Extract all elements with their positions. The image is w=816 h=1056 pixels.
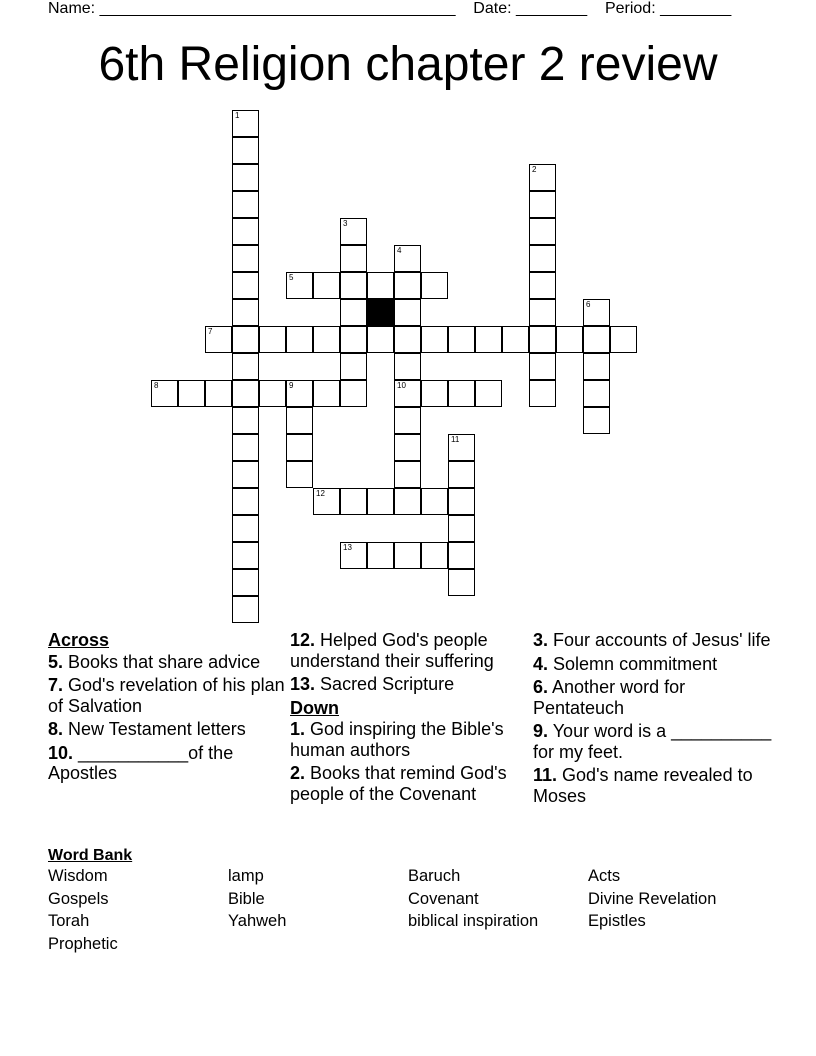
word-bank-list — [48, 867, 768, 954]
clue-number: 8 — [154, 381, 159, 390]
crossword-cell[interactable] — [421, 272, 448, 299]
crossword-cell[interactable] — [583, 407, 610, 434]
crossword-cell[interactable] — [421, 488, 448, 515]
crossword-cell[interactable] — [232, 569, 259, 596]
crossword-cell[interactable] — [448, 434, 475, 461]
crossword-cell[interactable] — [232, 515, 259, 542]
word-bank-word: Baruch — [408, 867, 461, 885]
clue-number: 5 — [289, 273, 294, 282]
word-bank — [48, 846, 768, 954]
crossword-cell[interactable] — [583, 380, 610, 407]
crossword-cell[interactable] — [394, 353, 421, 380]
clue-number: 2 — [532, 165, 537, 174]
clue-number: 7 — [208, 327, 213, 336]
period-field-label[interactable]: Period: ________ — [604, 0, 732, 17]
word-bank-word: Covenant — [408, 889, 479, 908]
crossword-cell[interactable] — [340, 218, 367, 245]
crossword-cell[interactable] — [340, 272, 367, 299]
clue-number: 10 — [397, 381, 406, 390]
crossword-cell[interactable] — [448, 515, 475, 542]
crossword-cell[interactable] — [529, 299, 556, 326]
word-bank-word: Divine Revelation — [588, 889, 717, 908]
down-clue-9: 9. Your word is a __________ for my feet. — [533, 721, 772, 762]
crossword-cell[interactable] — [394, 434, 421, 461]
crossword-cell[interactable] — [232, 326, 259, 353]
word-bank-word: Gospels — [48, 889, 109, 908]
crossword-cell[interactable] — [232, 245, 259, 272]
crossword-cell[interactable] — [232, 272, 259, 299]
crossword-cell[interactable] — [394, 299, 421, 326]
crossword-cell[interactable] — [421, 326, 448, 353]
crossword-cell[interactable] — [394, 488, 421, 515]
crossword-cell[interactable] — [259, 326, 286, 353]
crossword-cell[interactable] — [394, 245, 421, 272]
crossword-cell[interactable] — [583, 353, 610, 380]
crossword-cell[interactable] — [394, 272, 421, 299]
crossword-cell[interactable] — [529, 353, 556, 380]
crossword-cell[interactable] — [340, 542, 367, 569]
crossword-cell[interactable] — [475, 380, 502, 407]
clue-number: 6 — [586, 300, 591, 309]
across-clue-7: 7. God's revelation of his plan of Salvation — [48, 675, 285, 716]
crossword-cell[interactable] — [313, 380, 340, 407]
across-clue-8: 8. New Testament letters — [48, 719, 246, 739]
crossword-cell[interactable] — [232, 407, 259, 434]
crossword-cell[interactable] — [340, 353, 367, 380]
crossword-cell[interactable] — [340, 245, 367, 272]
crossword-cell[interactable] — [232, 299, 259, 326]
word-bank-word: Torah — [48, 912, 90, 930]
crossword-cell[interactable] — [448, 461, 475, 488]
crossword-cell[interactable] — [394, 407, 421, 434]
crossword-cell[interactable] — [340, 488, 367, 515]
crossword-cell[interactable] — [232, 353, 259, 380]
crossword-cell[interactable] — [232, 191, 259, 218]
clue-number: 4 — [397, 246, 402, 255]
crossword-cell[interactable] — [394, 326, 421, 353]
crossword-cell[interactable] — [286, 434, 313, 461]
crossword-cell[interactable] — [448, 488, 475, 515]
crossword-cell[interactable] — [313, 488, 340, 515]
crossword-cell[interactable] — [448, 326, 475, 353]
crossword-cell[interactable] — [340, 326, 367, 353]
crossword-cell[interactable] — [232, 137, 259, 164]
crossword-cell[interactable] — [313, 272, 340, 299]
worksheet-header — [48, 0, 731, 18]
crossword-cell[interactable] — [232, 488, 259, 515]
word-bank-word: Yahweh — [228, 912, 287, 930]
crossword-cell[interactable] — [610, 326, 637, 353]
down-clue-4: 4. Solemn commitment — [533, 653, 718, 674]
down-clue-6: 6. Another word for Pentateuch — [533, 677, 686, 718]
crossword-cell[interactable] — [529, 164, 556, 191]
crossword-cell[interactable] — [286, 461, 313, 488]
across-heading: Across — [48, 630, 110, 650]
crossword-cell[interactable] — [529, 191, 556, 218]
word-bank-word: lamp — [228, 867, 264, 885]
crossword-cell[interactable] — [313, 326, 340, 353]
word-bank-word: Prophetic — [48, 934, 118, 953]
clue-number: 12 — [316, 489, 325, 498]
clue-number: 11 — [451, 435, 460, 444]
crossword-cell[interactable] — [448, 542, 475, 569]
word-bank-word: biblical inspiration — [408, 912, 539, 930]
crossword-cell[interactable] — [394, 380, 421, 407]
clues-column-2 — [290, 630, 528, 807]
crossword-cell[interactable] — [394, 542, 421, 569]
word-bank-word: Acts — [588, 867, 621, 885]
crossword-cell[interactable] — [232, 380, 259, 407]
crossword-cell[interactable] — [394, 461, 421, 488]
crossword-cell[interactable] — [232, 596, 259, 623]
crossword-cell[interactable] — [367, 542, 394, 569]
across-clue-12: 12. Helped God's people understand their suffering — [290, 630, 494, 671]
clue-number: 1 — [235, 111, 240, 120]
crossword-cell[interactable] — [556, 326, 583, 353]
crossword-cell[interactable] — [367, 488, 394, 515]
crossword-cell[interactable] — [583, 299, 610, 326]
clues-column-1 — [48, 630, 286, 787]
crossword-cell[interactable] — [421, 542, 448, 569]
word-bank-title: Word Bank — [48, 847, 133, 864]
crossword-cell[interactable] — [367, 326, 394, 353]
crossword-cell[interactable] — [232, 110, 259, 137]
down-clue-3: 3. Four accounts of Jesus' life — [533, 630, 771, 650]
down-clue-1: 1. God inspiring the Bible's human authors — [290, 719, 504, 760]
across-clue-10: 10. ___________of the Apostles — [48, 742, 234, 783]
crossword-cell[interactable] — [529, 245, 556, 272]
down-heading: Down — [290, 697, 339, 718]
clues-column-3 — [533, 630, 773, 809]
crossword-cell[interactable] — [259, 380, 286, 407]
crossword-cell[interactable] — [205, 380, 232, 407]
page-title: 6th Religion chapter 2 review — [98, 38, 718, 91]
crossword-cell[interactable] — [475, 326, 502, 353]
across-clue-5: 5. Books that share advice — [48, 651, 261, 672]
down-clue-2: 2. Books that remind God's people of the Covenant — [290, 763, 507, 804]
crossword-black-cell — [367, 299, 394, 326]
crossword-cell[interactable] — [178, 380, 205, 407]
crossword-cell[interactable] — [286, 272, 313, 299]
word-bank-word: Bible — [228, 889, 265, 908]
crossword-cell[interactable] — [367, 272, 394, 299]
across-clue-13: 13. Sacred Scripture — [290, 674, 455, 694]
crossword-cell[interactable] — [286, 380, 313, 407]
crossword-cell[interactable] — [286, 326, 313, 353]
crossword-cell[interactable] — [583, 326, 610, 353]
crossword-cell[interactable] — [529, 218, 556, 245]
name-field-label[interactable]: Name: ________________________________________ — [48, 0, 456, 17]
clue-number: 3 — [343, 219, 348, 228]
crossword-cell[interactable] — [151, 380, 178, 407]
crossword-cell[interactable] — [232, 434, 259, 461]
crossword-cell[interactable] — [232, 164, 259, 191]
down-clue-11: 11. God's name revealed to Moses — [533, 765, 753, 806]
crossword-cell[interactable] — [421, 380, 448, 407]
crossword-cell[interactable] — [286, 407, 313, 434]
crossword-cell[interactable] — [529, 380, 556, 407]
crossword-cell[interactable] — [232, 542, 259, 569]
date-field-label[interactable]: Date: ________ — [473, 0, 588, 17]
word-bank-word: Epistles — [588, 912, 646, 930]
crossword-cell[interactable] — [340, 380, 367, 407]
crossword-cell[interactable] — [232, 218, 259, 245]
crossword-cell[interactable] — [340, 299, 367, 326]
crossword-cell[interactable] — [205, 326, 232, 353]
crossword-cell[interactable] — [448, 569, 475, 596]
crossword-cell[interactable] — [502, 326, 529, 353]
crossword-cell[interactable] — [529, 272, 556, 299]
crossword-cell[interactable] — [232, 461, 259, 488]
crossword-cell[interactable] — [448, 380, 475, 407]
clue-number: 13 — [343, 543, 352, 552]
word-bank-word: Wisdom — [48, 867, 108, 885]
crossword-cell[interactable] — [529, 326, 556, 353]
clue-number: 9 — [289, 381, 294, 390]
